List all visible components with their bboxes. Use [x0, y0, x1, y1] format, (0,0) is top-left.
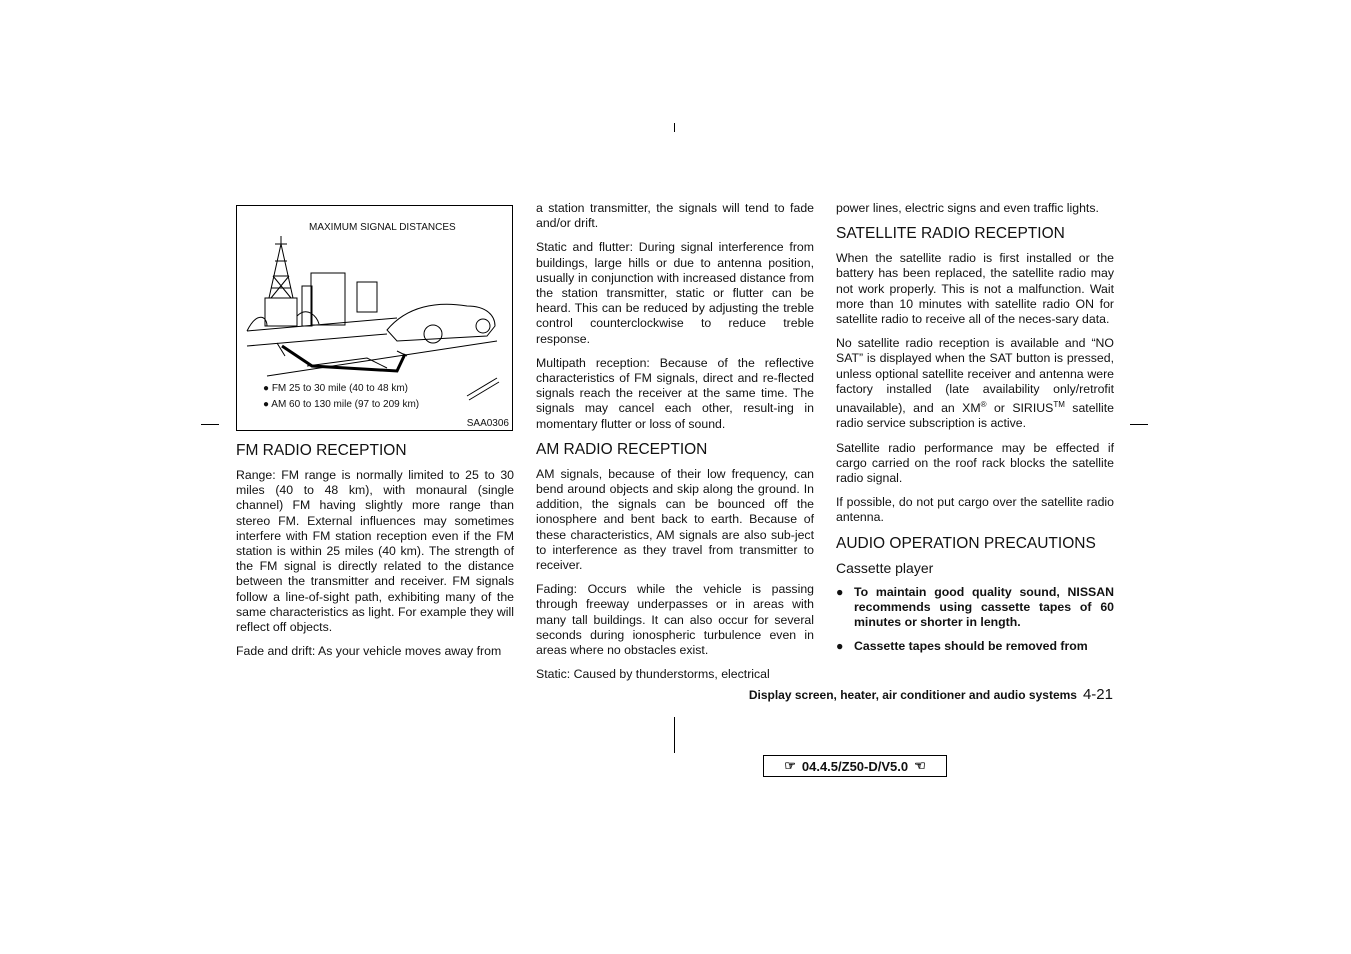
text: satellite radio service subscription is active.	[836, 401, 1115, 431]
pointing-hand-left-icon: ☜	[914, 758, 926, 773]
page-number: 4-21	[1082, 686, 1113, 703]
paragraph: Static: Caused by thunderstorms, electrical	[536, 667, 770, 682]
subheading-cassette: Cassette player	[836, 559, 934, 576]
paragraph: Range: FM range is normally limited to 25 to 30 miles (40 to 48 km), with monaural (single channel) FM having slightly more range than stereo FM. External influences may sometimes interfere with FM station reception even if the FM station is within 25 miles (40 km). The strength of the FM signal is directly related to the distance between the transmitter and receiver. FM signals follow a line-of-sight path, exhibiting many of the same characteristics as light. For example they will reflect off objects.	[236, 468, 514, 635]
figure-item-am: ● AM 60 to 130 mile (97 to 209 km)	[263, 399, 420, 410]
bullet-text: To maintain good quality sound, NISSAN recommends using cassette tapes of 60 minutes or shorter in length.	[854, 584, 1114, 630]
column-1	[236, 442, 514, 668]
paragraph	[836, 336, 1114, 431]
tower-car-illustration	[237, 206, 512, 430]
bullet-item	[836, 585, 1114, 631]
paragraph: a station transmitter, the signals will tend to fade and/or drift.	[536, 201, 814, 231]
paragraph: When the satellite radio is first installed or the battery has been replaced, the satellite radio may not work properly. This is not a malfunction. Wait more than 10 minutes with satellite radio ON for satellite radio to receive all of the neces-sary data.	[836, 251, 1114, 327]
figure-item-text: FM 25 to 30 mile (40 to 48 km)	[271, 383, 408, 394]
crop-mark	[201, 424, 219, 425]
paragraph: Fading: Occurs while the vehicle is passing through freeway underpasses or in areas with many tall buildings. It can also occur for several seconds during ionospheric turbulence even in areas where no obstacles exist.	[536, 582, 814, 658]
bullet-icon: ●	[836, 584, 844, 599]
crop-mark	[674, 123, 675, 132]
registered-mark: ®	[980, 400, 987, 410]
paragraph: If possible, do not put cargo over the satellite radio antenna.	[836, 495, 1114, 525]
paragraph: Fade and drift: As your vehicle moves away from	[236, 644, 502, 659]
paragraph: AM signals, because of their low frequency, can bend around objects and skip along the ground. In addition, the signals can be bounced off the ionosphere and bent back to earth. Because of these characteristics, AM signals are also sub-ject to interference as they travel from transmitter to receiver.	[536, 466, 814, 573]
crop-mark	[1130, 424, 1148, 425]
version-box	[763, 755, 947, 777]
column-3	[836, 201, 1114, 664]
crop-mark	[674, 717, 675, 753]
heading-am-radio: AM RADIO RECEPTION	[536, 440, 708, 458]
bullet-item	[836, 639, 1114, 654]
figure-code: SAA0306	[466, 418, 509, 429]
trademark: TM	[1053, 400, 1065, 410]
heading-satellite-radio: SATELLITE RADIO RECEPTION	[836, 225, 1065, 243]
pointing-hand-right-icon: ☞	[784, 758, 796, 773]
paragraph: Static and flutter: During signal interference from buildings, large hills or due to antenna position, usually in conjunction with increased distance from the station transmitter, static or flutter can be heard. This can be reduced by adjusting the treble control counterclockwise to reduce treble response.	[536, 240, 814, 346]
figure-title: MAXIMUM SIGNAL DISTANCES	[309, 222, 456, 233]
section-title: Display screen, heater, air conditioner and audio systems	[748, 688, 1077, 702]
paragraph: Satellite radio performance may be effected if cargo carried on the roof rack blocks the satellite radio signal.	[836, 440, 1114, 485]
paragraph: Multipath reception: Because of the reflective characteristics of FM signals, direct and re-flected signals reach the receiver at the same time. The signals may cancel each other, result-ing in momentary flutter or loss of sound.	[536, 355, 814, 431]
heading-audio-precautions: AUDIO OPERATION PRECAUTIONS	[836, 534, 1096, 552]
paragraph: power lines, electric signs and even traffic lights.	[836, 201, 1099, 215]
text: No satellite radio reception is available and “NO SAT” is displayed when the SAT button is pressed, unless optional satellite receiver and antenna were factory installed (late availability only/retrofit unavailable), and an XM	[836, 336, 1114, 416]
heading-fm-radio: FM RADIO RECEPTION	[236, 442, 407, 459]
figure-item-text: AM 60 to 130 mile (97 to 209 km)	[271, 399, 420, 410]
figure-item-fm: ● FM 25 to 30 mile (40 to 48 km)	[263, 383, 408, 394]
bullet-text: Cassette tapes should be removed from	[854, 639, 1088, 654]
column-2	[536, 201, 814, 691]
text: or SIRIUS	[986, 401, 1054, 416]
bullet-icon: ●	[836, 639, 844, 654]
signal-distance-figure	[236, 205, 513, 431]
version-code: 04.4.5/Z50-D/V5.0	[801, 758, 909, 774]
page-footer	[600, 686, 1113, 703]
